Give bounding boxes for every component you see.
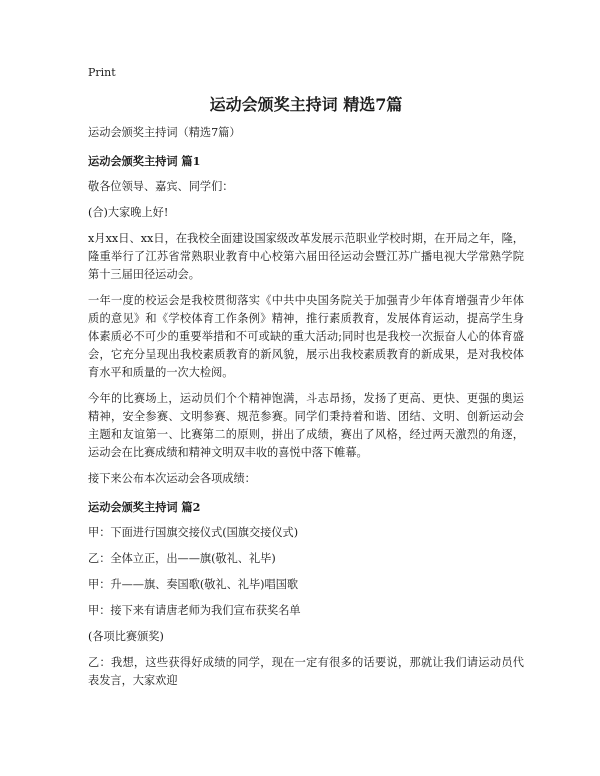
- paragraph-competition-summary: 今年的比赛场上，运动员们个个精神饱满，斗志昂扬，发扬了更高、更快、更强的奥运精神，安全参赛、文明参赛、规范参赛。同学们秉持着和谐、团结、文明、创新运动会主题和友谊第一、比赛第二的原则，拼出了成绩，赛出了风格，经过两天激烈的角逐，运动会在比赛成绩和精神文明双丰收的喜悦中落下帷幕。: [88, 392, 524, 459]
- section-heading-2: 运动会颁奖主持词 篇2: [88, 500, 201, 514]
- paragraph-good-evening: (合)大家晚上好!: [88, 206, 169, 219]
- paragraph-flag-out: 乙：全体立正，出——旗(敬礼、礼毕): [88, 552, 276, 565]
- paragraph-athlete-speech: 乙：我想，这些获得好成绩的同学，现在一定有很多的话要说，那就让我们请运动员代表发言，大家欢迎: [88, 656, 524, 687]
- paragraph-sports-meeting-purpose: 一年一度的校运会是我校贯彻落实《中共中央国务院关于加强青少年体育增强青少年体质的意见》和《学校体育工作条例》精神，推行素质教育，发展体育运动，提高学生身体素质必不可少的重要举措和不可或缺的重大活动;同时也是我校一次振奋人心的体育盛会，它充分呈现出我校素质教育的新风貌，展示出我校素质教育的新成果，是对我校体育水平和质量的一次大检阅。: [88, 294, 524, 379]
- paragraph-awards: (各项比赛颁奖): [88, 630, 164, 643]
- document-subtitle: 运动会颁奖主持词（精选7篇）: [88, 126, 241, 139]
- print-label: Print: [88, 66, 116, 79]
- paragraph-flag-raise: 甲：升——旗、奏国歌(敬礼、礼毕)唱国歌: [88, 578, 299, 591]
- paragraph-flag-handover: 甲：下面进行国旗交接仪式(国旗交接仪式): [88, 526, 299, 539]
- paragraph-event-intro: x月xx日、xx日，在我校全面建设国家级改革发展示范职业学校时期，在开局之年，隆，隆重举行了江苏省常熟职业教育中心校第六届田径运动会暨江苏广播电视大学常熟学院第十三届田径运动会。: [88, 232, 524, 281]
- document-page: [88, 66, 524, 698]
- paragraph-results-announcement: 接下来公布本次运动会各项成绩：: [88, 472, 256, 485]
- section-heading-1: 运动会颁奖主持词 篇1: [88, 154, 201, 168]
- paragraph-award-list: 甲：接下来有请唐老师为我们宣布获奖名单: [88, 604, 301, 617]
- document-title: 运动会颁奖主持词 精选7篇: [209, 95, 403, 114]
- paragraph-greeting: 敬各位领导、嘉宾、同学们：: [88, 180, 234, 193]
